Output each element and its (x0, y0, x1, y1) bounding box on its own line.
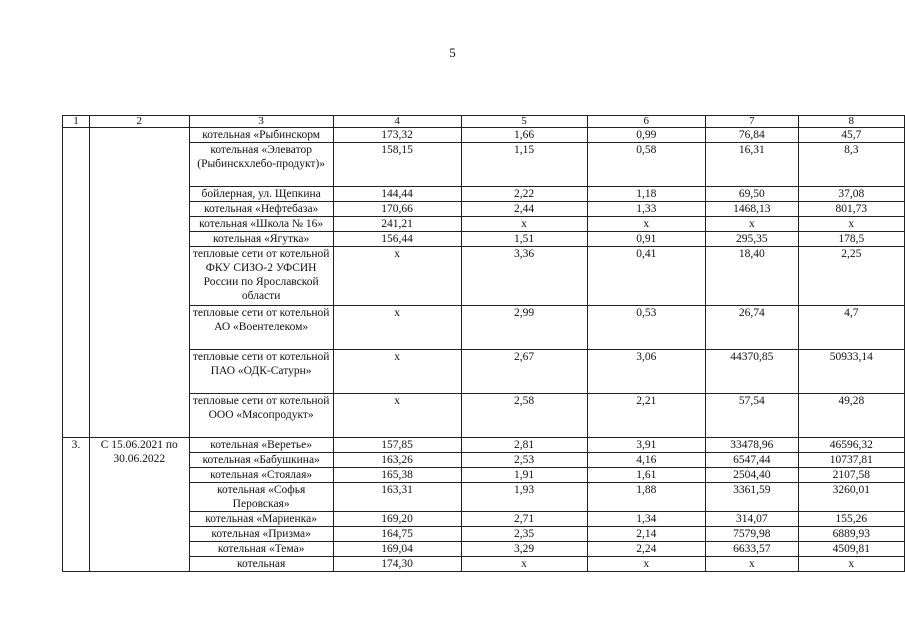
table-row (63, 247, 905, 306)
value-cell-v6: 1,88 (587, 483, 706, 512)
tariff-table (62, 115, 905, 572)
value-cell-v4: 241,21 (333, 217, 461, 232)
value-cell-v8: 4,7 (798, 306, 904, 350)
value-cell-v8: х (798, 557, 904, 572)
value-cell-v5: 2,58 (461, 394, 587, 438)
value-cell-v7: 57,54 (706, 394, 798, 438)
value-cell-v8: 801,73 (798, 202, 904, 217)
value-cell-v7: х (706, 557, 798, 572)
value-cell-v5: 2,53 (461, 453, 587, 468)
value-cell-v6: 0,99 (587, 128, 706, 143)
value-cell-v4: х (333, 394, 461, 438)
value-cell-v8: 45,7 (798, 128, 904, 143)
value-cell-v6: х (587, 557, 706, 572)
value-cell-v4: 158,15 (333, 143, 461, 187)
value-cell-v6: 3,06 (587, 350, 706, 394)
table-row (63, 306, 905, 350)
value-cell-v4: 170,66 (333, 202, 461, 217)
value-cell-v5: 3,36 (461, 247, 587, 306)
value-cell-v5: 1,15 (461, 143, 587, 187)
table-row (63, 187, 905, 202)
value-cell-v5: 1,93 (461, 483, 587, 512)
value-cell-v5: 2,99 (461, 306, 587, 350)
value-cell-v5: 2,44 (461, 202, 587, 217)
header-cell: 3 (189, 116, 333, 128)
value-cell-v7: 44370,85 (706, 350, 798, 394)
source-name-cell: котельная «Тема» (189, 542, 333, 557)
period-cell (89, 128, 189, 438)
source-name-cell: котельная «Софья Перовская» (189, 483, 333, 512)
value-cell-v8: 10737,81 (798, 453, 904, 468)
value-cell-v4: х (333, 306, 461, 350)
value-cell-v8: 37,08 (798, 187, 904, 202)
value-cell-v7: 18,40 (706, 247, 798, 306)
value-cell-v5: 3,29 (461, 542, 587, 557)
table-row (63, 143, 905, 187)
value-cell-v4: 164,75 (333, 527, 461, 542)
value-cell-v7: 6547,44 (706, 453, 798, 468)
value-cell-v6: 3,91 (587, 438, 706, 453)
header-cell: 5 (461, 116, 587, 128)
table-row (63, 438, 905, 453)
value-cell-v8: 49,28 (798, 394, 904, 438)
header-cell: 8 (798, 116, 904, 128)
value-cell-v8: 178,5 (798, 232, 904, 247)
value-cell-v7: 314,07 (706, 512, 798, 527)
header-cell: 7 (706, 116, 798, 128)
source-name-cell: котельная «Бабушкина» (189, 453, 333, 468)
value-cell-v5: 2,67 (461, 350, 587, 394)
value-cell-v8: 3260,01 (798, 483, 904, 512)
value-cell-v7: 76,84 (706, 128, 798, 143)
value-cell-v4: х (333, 350, 461, 394)
table-row (63, 527, 905, 542)
value-cell-v6: 1,61 (587, 468, 706, 483)
value-cell-v8: 6889,93 (798, 527, 904, 542)
value-cell-v5: х (461, 217, 587, 232)
table-row (63, 232, 905, 247)
value-cell-v4: 163,26 (333, 453, 461, 468)
value-cell-v8: 4509,81 (798, 542, 904, 557)
value-cell-v4: 165,38 (333, 468, 461, 483)
table-row (63, 557, 905, 572)
value-cell-v7: 16,31 (706, 143, 798, 187)
value-cell-v5: 1,51 (461, 232, 587, 247)
source-name-cell: котельная «Рыбинскорм (189, 128, 333, 143)
table-row (63, 483, 905, 512)
row-number-cell: 3. (63, 438, 90, 572)
value-cell-v6: 0,58 (587, 143, 706, 187)
table-row (63, 542, 905, 557)
source-name-cell: котельная «Элеватор (Рыбинскхлебо-продукт)» (189, 143, 333, 187)
value-cell-v8: 50933,14 (798, 350, 904, 394)
source-name-cell: котельная «Нефтебаза» (189, 202, 333, 217)
table-row (63, 217, 905, 232)
value-cell-v7: 26,74 (706, 306, 798, 350)
table-row (63, 453, 905, 468)
value-cell-v4: 173,32 (333, 128, 461, 143)
source-name-cell: тепловые сети от котельной ФКУ СИЗО-2 УФСИН России по Ярославской области (189, 247, 333, 306)
source-name-cell: котельная «Ягутка» (189, 232, 333, 247)
value-cell-v6: 1,18 (587, 187, 706, 202)
value-cell-v8: 46596,32 (798, 438, 904, 453)
source-name-cell: котельная (189, 557, 333, 572)
value-cell-v4: 157,85 (333, 438, 461, 453)
value-cell-v4: 169,20 (333, 512, 461, 527)
value-cell-v7: 1468,13 (706, 202, 798, 217)
value-cell-v7: х (706, 217, 798, 232)
value-cell-v6: 4,16 (587, 453, 706, 468)
value-cell-v5: 1,91 (461, 468, 587, 483)
value-cell-v6: 2,14 (587, 527, 706, 542)
value-cell-v4: 174,30 (333, 557, 461, 572)
header-cell: 6 (587, 116, 706, 128)
value-cell-v6: 0,41 (587, 247, 706, 306)
source-name-cell: тепловые сети от котельной ООО «Мясопродукт» (189, 394, 333, 438)
value-cell-v5: 1,66 (461, 128, 587, 143)
value-cell-v6: х (587, 217, 706, 232)
source-name-cell: бойлерная, ул. Щепкина (189, 187, 333, 202)
value-cell-v6: 0,91 (587, 232, 706, 247)
value-cell-v6: 1,34 (587, 512, 706, 527)
value-cell-v8: 2107,58 (798, 468, 904, 483)
header-cell: 2 (89, 116, 189, 128)
value-cell-v5: 2,81 (461, 438, 587, 453)
value-cell-v5: 2,35 (461, 527, 587, 542)
value-cell-v8: 155,26 (798, 512, 904, 527)
source-name-cell: котельная «Мариенка» (189, 512, 333, 527)
value-cell-v4: 144,44 (333, 187, 461, 202)
value-cell-v7: 69,50 (706, 187, 798, 202)
value-cell-v5: х (461, 557, 587, 572)
value-cell-v5: 2,71 (461, 512, 587, 527)
table-row (63, 350, 905, 394)
header-cell: 4 (333, 116, 461, 128)
source-name-cell: котельная «Школа № 16» (189, 217, 333, 232)
source-name-cell: тепловые сети от котельной АО «Воентелеком» (189, 306, 333, 350)
table-row (63, 394, 905, 438)
header-row (63, 116, 905, 128)
row-number-cell (63, 128, 90, 438)
value-cell-v4: х (333, 247, 461, 306)
value-cell-v7: 7579,98 (706, 527, 798, 542)
period-cell: С 15.06.2021 по 30.06.2022 (89, 438, 189, 572)
page-number: 5 (449, 45, 456, 60)
table-body (63, 116, 905, 572)
value-cell-v6: 0,53 (587, 306, 706, 350)
value-cell-v4: 169,04 (333, 542, 461, 557)
table-row (63, 128, 905, 143)
value-cell-v7: 295,35 (706, 232, 798, 247)
table-row (63, 512, 905, 527)
source-name-cell: котельная «Призма» (189, 527, 333, 542)
value-cell-v8: 2,25 (798, 247, 904, 306)
value-cell-v7: 3361,59 (706, 483, 798, 512)
value-cell-v8: х (798, 217, 904, 232)
value-cell-v5: 2,22 (461, 187, 587, 202)
value-cell-v8: 8,3 (798, 143, 904, 187)
value-cell-v7: 6633,57 (706, 542, 798, 557)
table-row (63, 468, 905, 483)
value-cell-v7: 33478,96 (706, 438, 798, 453)
value-cell-v6: 2,24 (587, 542, 706, 557)
value-cell-v4: 163,31 (333, 483, 461, 512)
source-name-cell: котельная «Веретье» (189, 438, 333, 453)
header-cell: 1 (63, 116, 90, 128)
source-name-cell: котельная «Стоялая» (189, 468, 333, 483)
value-cell-v6: 1,33 (587, 202, 706, 217)
value-cell-v4: 156,44 (333, 232, 461, 247)
value-cell-v7: 2504,40 (706, 468, 798, 483)
value-cell-v6: 2,21 (587, 394, 706, 438)
source-name-cell: тепловые сети от котельной ПАО «ОДК-Сатурн» (189, 350, 333, 394)
table-row (63, 202, 905, 217)
